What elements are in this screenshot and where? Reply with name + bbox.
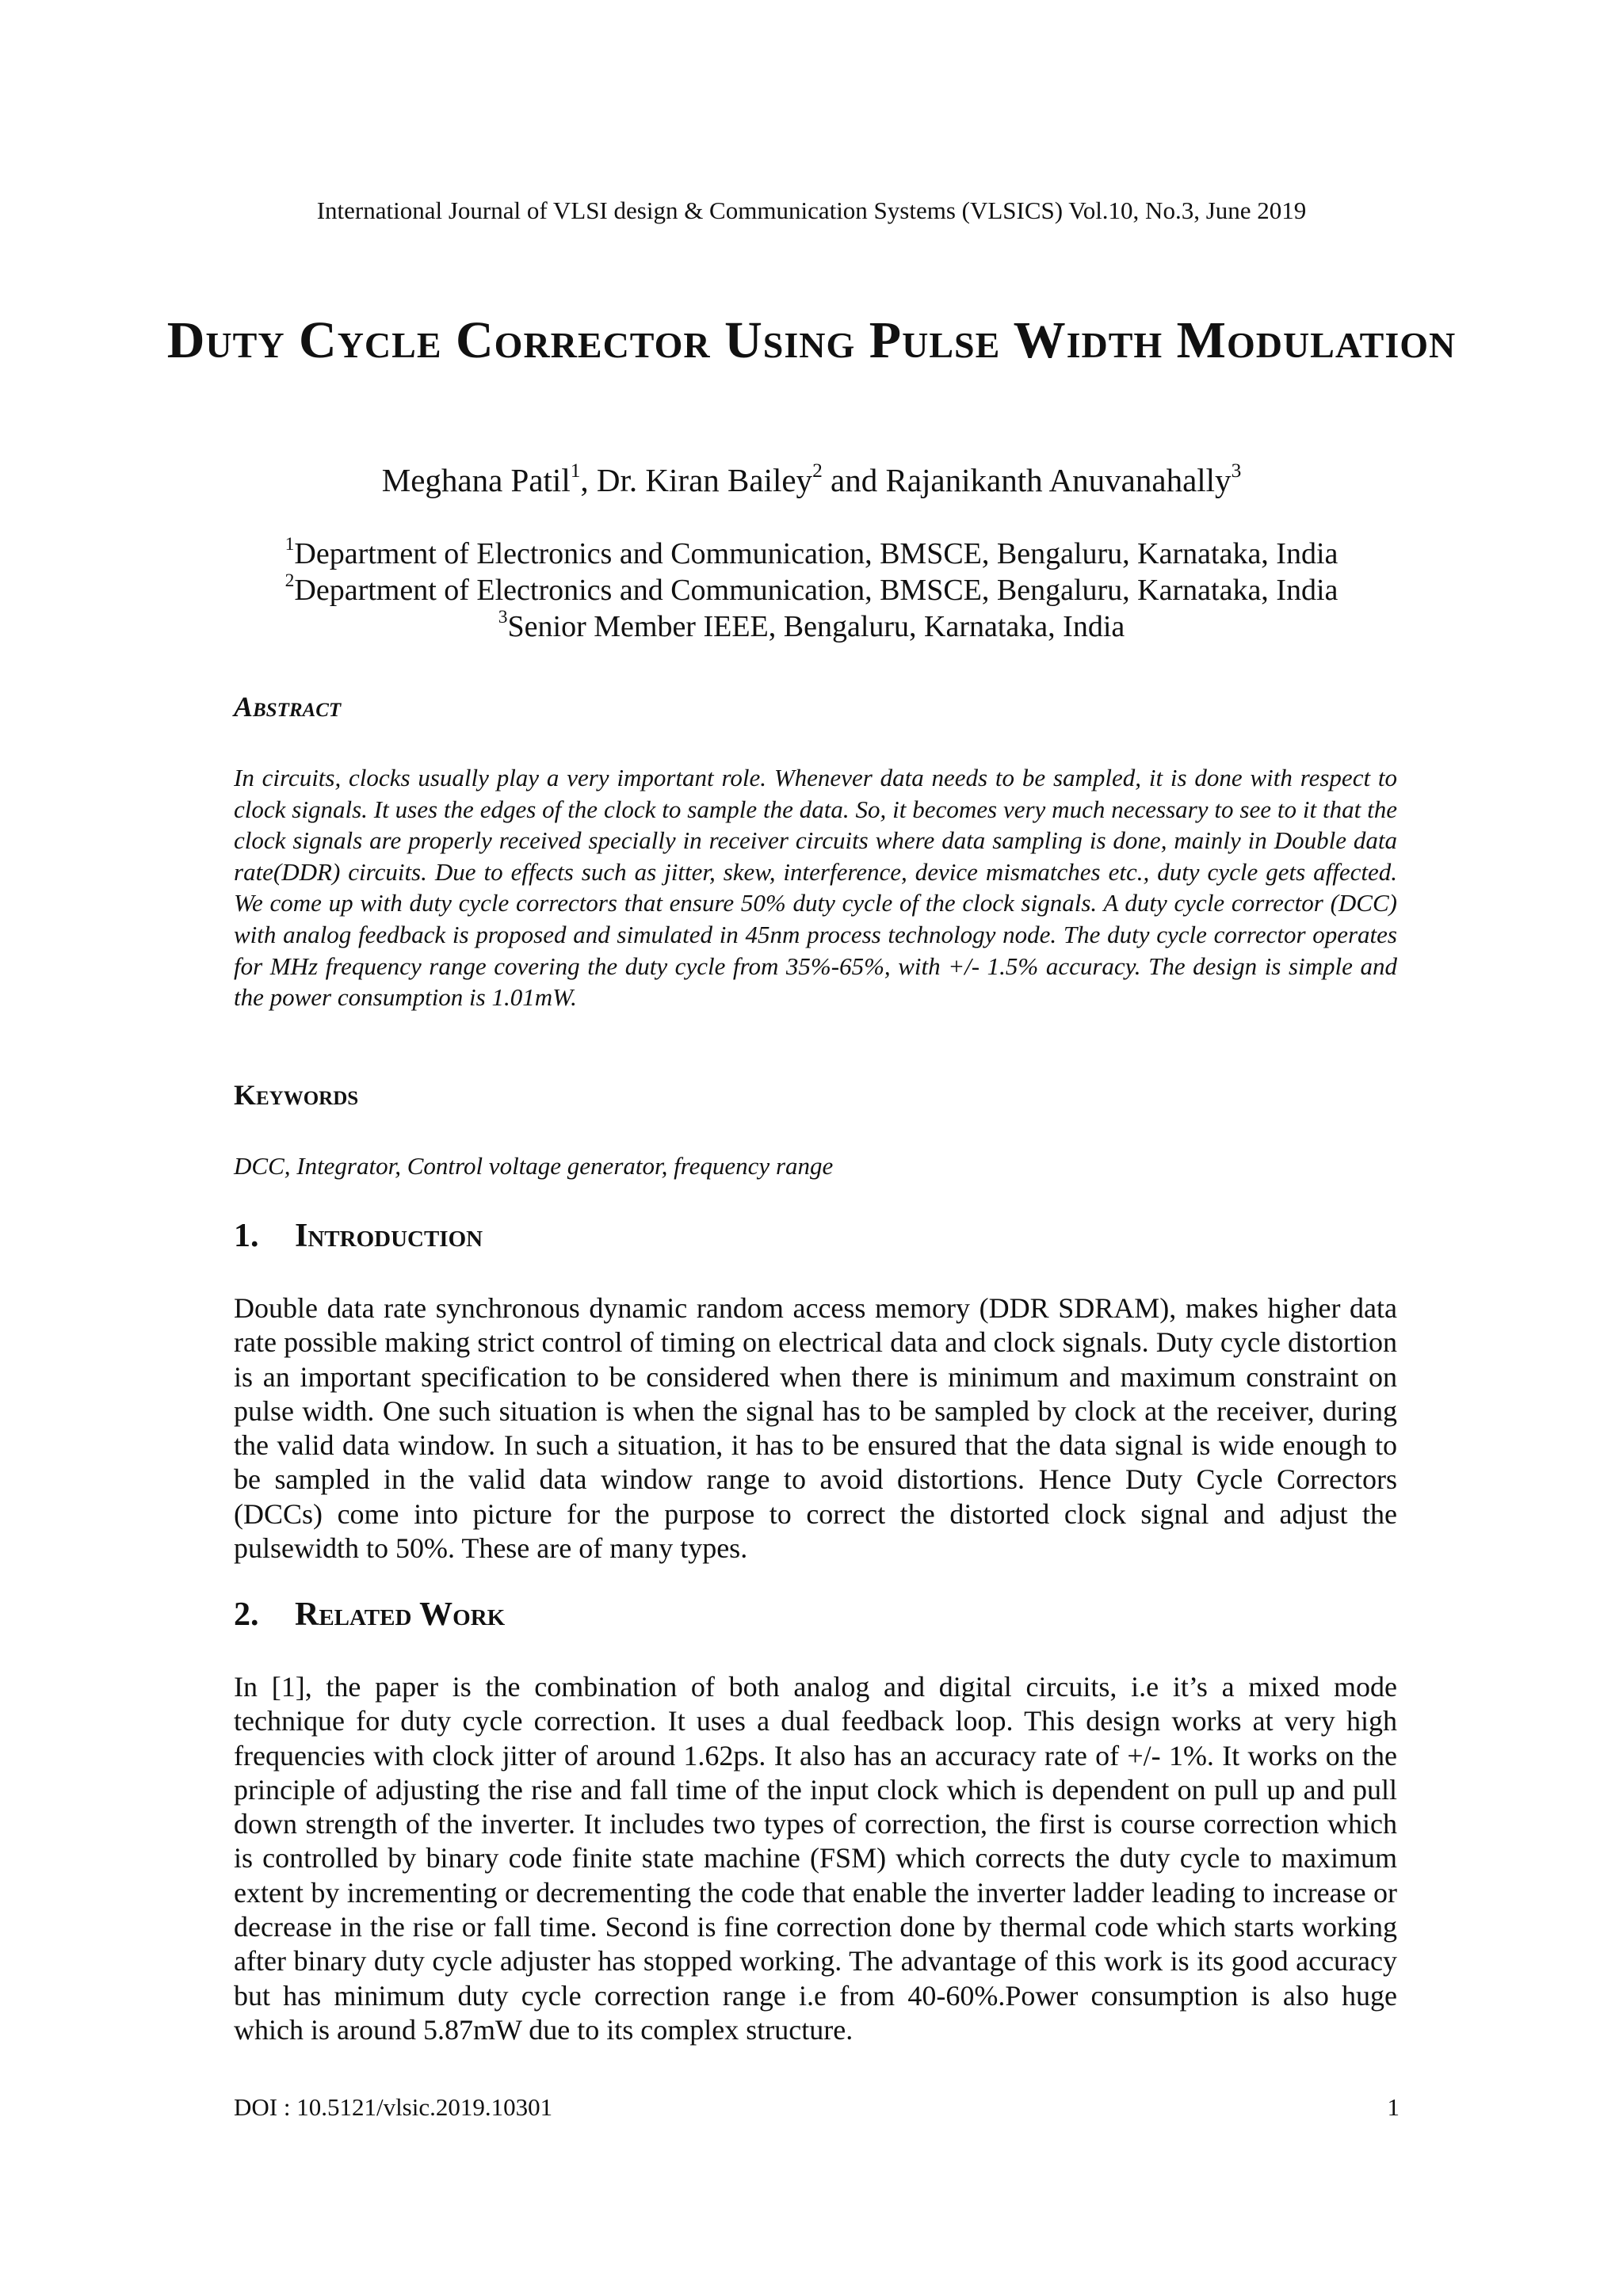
affiliation-line [0,533,1623,572]
author-affiliation-mark: 2 [812,459,823,482]
affiliation-text: Department of Electronics and Communication, BMSCE, Bengaluru, Karnataka, India [294,537,1338,570]
affiliation-mark: 3 [498,606,508,627]
author-name: Dr. Kiran Bailey [596,462,813,498]
section-title: Related Work [295,1596,506,1633]
section-title: Introduction [295,1218,483,1254]
affiliation-text: Senior Member IEEE, Bengaluru, Karnataka, India [507,610,1125,643]
abstract-text: In circuits, clocks usually play a very important role. Whenever data needs to be sampled, it is done with respect to clock signals. It uses the edges of the clock to sample the data. So, it becomes very much necessary to see to it that the clock signals are properly received specially in receiver circuits where data sampling is done, mainly in Double data rate(DDR) circuits. Due to effects such as jitter, skew, interference, device mismatches etc., duty cycle gets affected. We come up with duty cycle correctors that ensure 50% duty cycle of the clock signals. A duty cycle corrector (DCC) with analog feedback is proposed and simulated in 45nm process technology node. The duty cycle corrector operates for MHz frequency range covering the duty cycle from 35%-65%, with +/- 1.5% accuracy. The design is simple and the power consumption is 1.01mW. [234,764,1397,1012]
author-name: Rajanikanth Anuvanahally [885,462,1232,498]
keywords-heading: Keywords [234,1079,359,1111]
affiliation-line [0,608,1623,645]
introduction-paragraph: Double data rate synchronous dynamic random access memory (DDR SDRAM), makes higher data rate possible making strict control of timing on electrical data and clock signals. Duty cycle distortion is an important specification to be considered when there is minimum and maximum constraint on pulse width. One such situation is when the signal has to be sampled by clock at the receiver, during the valid data window. In such a situation, it has to be ensured that the data signal is wide enough to be sampled in the valid data window range to avoid distortions. Hence Duty Cycle Correctors (DCCs) come into picture for the purpose to correct the distorted clock signal and adjust the pulsewidth to 50%. These are of many types. [234,1292,1397,1565]
section-heading-introduction [234,1215,483,1257]
related-work-paragraph: In [1], the paper is the combination of both analog and digital circuits, i.e it’s a mixed mode technique for duty cycle correction. It uses a dual feedback loop. This design works at very high frequencies with clock jitter of around 1.62ps. It also has an accuracy rate of +/- 1%. It works on the principle of adjusting the rise and fall time of the input clock which is dependent on pull up and pull down strength of the inverter. It includes two types of correction, the first is course correction which is controlled by binary code finite state machine (FSM) which corrects the duty cycle to maximum extent by incrementing or decrementing the code that enable the inverter ladder leading to increase or decrease in the rise or fall time. Second is fine correction done by thermal code which starts working after binary duty cycle adjuster has stopped working. The advantage of this work is its good accuracy but has minimum duty cycle correction range i.e from 40-60%.Power consumption is also huge which is around 5.87mW due to its complex structure. [234,1671,1397,2046]
section-heading-related-work [234,1594,505,1635]
paper-title: Duty Cycle Corrector Using Pulse Width Modulation [166,311,1457,369]
footer-doi: DOI : 10.5121/vlsic.2019.10301 [234,2093,553,2121]
author-affiliation-mark: 3 [1231,459,1242,482]
journal-header: International Journal of VLSI design & Communication Systems (VLSICS) Vol.10, No.3, June 2019 [316,196,1307,224]
author-affiliation-mark: 1 [570,459,581,482]
section-number: 1. [234,1218,259,1254]
section-number: 2. [234,1596,259,1633]
abstract-heading: Abstract [234,691,342,723]
affiliation-mark: 1 [285,533,295,555]
author-list [0,460,1623,501]
affiliation-mark: 2 [285,570,295,591]
author-separator: and [822,462,886,498]
affiliation-line [0,572,1623,608]
author-separator: , [580,462,597,498]
affiliation-text: Department of Electronics and Communication, BMSCE, Bengaluru, Karnataka, India [294,574,1338,607]
affiliation-list [0,533,1623,645]
keywords-text: DCC, Integrator, Control voltage generator, frequency range [234,1152,834,1180]
author-name: Meghana Patil [381,462,571,498]
page-number: 1 [1387,2093,1400,2121]
